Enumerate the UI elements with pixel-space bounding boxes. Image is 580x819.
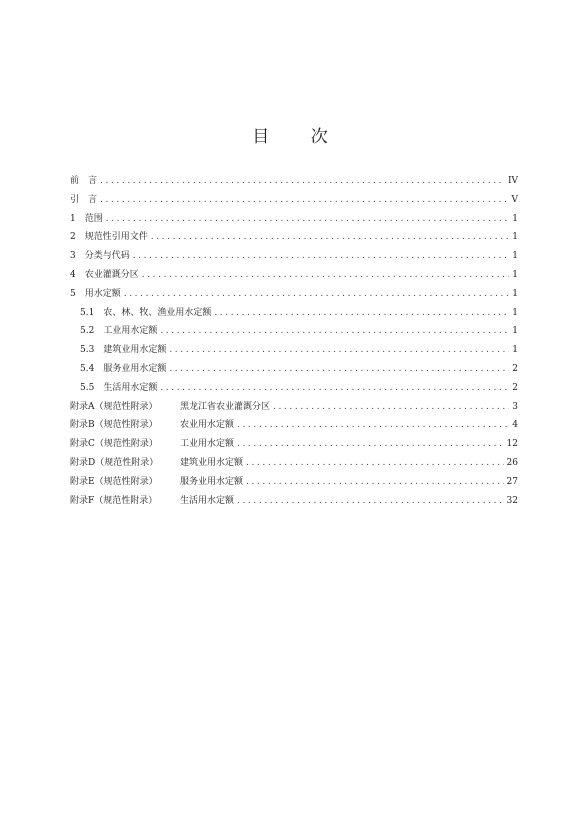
toc-entry-page: 12	[506, 439, 518, 450]
dot-leader	[124, 285, 510, 304]
toc-appendix-f[interactable]	[70, 492, 518, 511]
toc-entry-page: 1	[512, 232, 518, 243]
toc-entry-scope[interactable]	[70, 210, 518, 229]
toc-entry-label: 4 农业灌溉分区	[70, 269, 139, 280]
toc-entry-label: 前 言	[70, 176, 98, 186]
toc-entry-label: 2 规范性引用文件	[70, 232, 148, 243]
dot-leader	[237, 492, 504, 511]
dot-leader	[246, 454, 504, 473]
toc-entry-page: 1	[512, 251, 518, 262]
toc-entry-label: 1 范围	[70, 213, 103, 224]
dot-leader	[100, 191, 508, 210]
toc-entry-label: 5 用水定额	[70, 288, 121, 299]
dot-leader	[142, 266, 510, 285]
dot-leader	[106, 210, 510, 229]
dot-leader	[160, 379, 509, 398]
toc-appendix-b[interactable]	[70, 416, 518, 435]
toc-entry-label: 5.5 生活用水定额	[80, 382, 158, 393]
toc-entry-irrigation-zones[interactable]	[70, 266, 518, 285]
toc-entry-label: 3 分类与代码	[70, 251, 130, 262]
toc-entry-label: 农业用水定额	[180, 420, 235, 431]
toc-appendix-a[interactable]	[70, 398, 518, 417]
toc-entry-page: 1	[512, 345, 518, 356]
toc-entry-label: 黑龙江省农业灌溉分区	[180, 401, 271, 412]
appendix-prefix: 附录E（规范性附录）	[70, 476, 158, 487]
toc-entry-label: 5.3 建筑业用水定额	[80, 345, 167, 356]
dot-leader	[246, 473, 504, 492]
toc-subentry[interactable]	[70, 360, 518, 379]
toc-entry-page: 2	[512, 363, 518, 374]
toc-appendix-d[interactable]	[70, 454, 518, 473]
toc-appendix-c[interactable]	[70, 435, 518, 454]
dot-leader	[100, 172, 505, 191]
dot-leader	[169, 341, 509, 360]
appendix-prefix: 附录C（规范性附录）	[70, 439, 158, 450]
dot-leader	[169, 360, 509, 379]
toc-subentry[interactable]	[70, 379, 518, 398]
toc-entry-page: 1	[512, 288, 518, 299]
toc-subentry[interactable]	[70, 304, 518, 323]
toc-entry-introduction[interactable]	[70, 191, 518, 210]
dot-leader	[237, 416, 509, 435]
dot-leader	[237, 435, 504, 454]
toc-entry-page: 1	[512, 307, 518, 318]
toc-title: 目 次	[252, 127, 346, 147]
toc-entry-page: 1	[512, 213, 518, 224]
toc-entry-label: 建筑业用水定额	[180, 457, 244, 468]
table-of-contents	[70, 172, 518, 510]
appendix-prefix: 附录F（规范性附录）	[70, 495, 158, 506]
toc-entry-label: 5.1 农、林、牧、渔业用水定额	[80, 307, 212, 318]
appendix-prefix: 附录B（规范性附录）	[70, 420, 158, 431]
toc-entry-label: 生活用水定额	[180, 495, 235, 506]
toc-entry-page: 32	[506, 495, 518, 506]
toc-subentry[interactable]	[70, 341, 518, 360]
toc-entry-water-quota[interactable]	[70, 285, 518, 304]
toc-entry-label: 引 言	[70, 194, 98, 205]
toc-subentry[interactable]	[70, 322, 518, 341]
dot-leader	[273, 398, 509, 417]
toc-entry-page: 26	[506, 457, 518, 468]
toc-entry-normative-references[interactable]	[70, 228, 518, 247]
toc-entry-page: 27	[506, 476, 518, 487]
appendix-prefix: 附录A（规范性附录）	[70, 401, 158, 412]
toc-entry-page: 2	[512, 382, 518, 393]
toc-entry-page: IV	[507, 176, 518, 186]
toc-entry-page: V	[511, 194, 518, 205]
toc-entry-label: 5.4 服务业用水定额	[80, 363, 167, 374]
dot-leader	[214, 304, 509, 323]
toc-entry-label: 工业用水定额	[180, 439, 235, 450]
toc-appendix-e[interactable]	[70, 473, 518, 492]
appendix-prefix: 附录D（规范性附录）	[70, 457, 159, 468]
dot-leader	[160, 322, 509, 341]
toc-entry-classification[interactable]	[70, 247, 518, 266]
toc-entry-page: 1	[512, 326, 518, 337]
toc-entry-label: 服务业用水定额	[180, 476, 244, 487]
toc-entry-foreword[interactable]	[70, 172, 518, 191]
dot-leader	[151, 228, 510, 247]
toc-entry-page: 1	[512, 269, 518, 280]
toc-entry-page: 3	[512, 401, 518, 412]
toc-entry-page: 4	[512, 420, 518, 431]
toc-entry-label: 5.2 工业用水定额	[80, 326, 158, 337]
dot-leader	[133, 247, 510, 266]
